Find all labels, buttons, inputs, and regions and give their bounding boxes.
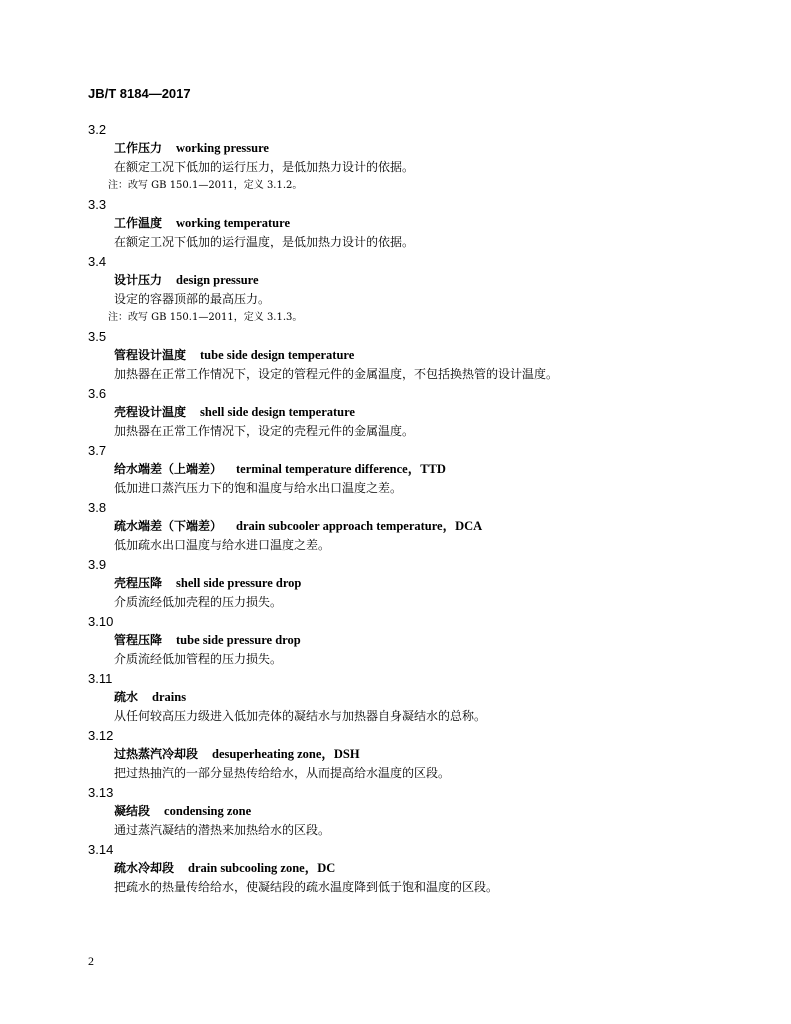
term-en: drains	[152, 690, 187, 704]
term-number: 3.2	[88, 122, 107, 137]
term-en: shell side pressure drop	[176, 576, 302, 590]
term-en: condensing zone	[164, 804, 252, 818]
term-number: 3.13	[88, 785, 114, 800]
term-definition: 低加疏水出口温度与给水进口温度之差。	[114, 538, 331, 552]
term-entry	[88, 195, 728, 252]
term-zh: 设计压力	[114, 273, 163, 287]
term-definition: 加热器在正常工作情况下，设定的管程元件的金属温度，不包括换热管的设计温度。	[114, 367, 559, 381]
term-definition: 在额定工况下低加的运行温度，是低加热力设计的依据。	[114, 235, 415, 249]
term-entry	[88, 120, 728, 195]
term-title	[114, 403, 728, 422]
term-definition: 介质流经低加管程的压力损失。	[114, 652, 283, 666]
term-definition: 加热器在正常工作情况下，设定的壳程元件的金属温度。	[114, 424, 415, 438]
term-en: working pressure	[176, 141, 269, 155]
term-entry	[88, 783, 728, 840]
term-title	[114, 271, 728, 290]
term-note: 注：改写 GB 150.1—2011，定义 3.1.3。	[108, 312, 303, 323]
term-definition: 在额定工况下低加的运行压力，是低加热力设计的依据。	[114, 160, 415, 174]
page-number: 2	[88, 954, 94, 968]
term-entry	[88, 327, 728, 384]
term-zh: 疏水冷却段	[114, 861, 175, 875]
term-title	[114, 517, 728, 536]
term-title	[114, 574, 728, 593]
term-en: shell side design temperature	[200, 405, 355, 419]
term-entry	[88, 498, 728, 555]
term-entry	[88, 726, 728, 783]
term-definition: 低加进口蒸汽压力下的饱和温度与给水出口温度之差。	[114, 481, 403, 495]
term-en: tube side pressure drop	[176, 633, 301, 647]
term-number: 3.7	[88, 443, 107, 458]
term-number: 3.5	[88, 329, 107, 344]
term-en: drain subcooler approach temperature，DCA	[236, 519, 483, 533]
term-zh: 管程压降	[114, 633, 163, 647]
term-en: design pressure	[176, 273, 259, 287]
term-number: 3.4	[88, 254, 107, 269]
term-number: 3.6	[88, 386, 107, 401]
term-entry	[88, 252, 728, 327]
document-id: JB/T 8184—2017	[88, 86, 191, 101]
term-number: 3.14	[88, 842, 114, 857]
term-en: drain subcooling zone，DC	[188, 861, 336, 875]
term-number: 3.10	[88, 614, 114, 629]
term-zh: 给水端差（上端差）	[114, 462, 223, 476]
term-entry	[88, 669, 728, 726]
term-zh: 过热蒸汽冷却段	[114, 747, 199, 761]
term-zh: 疏水	[114, 690, 139, 704]
term-entry	[88, 441, 728, 498]
term-definition: 介质流经低加壳程的压力损失。	[114, 595, 283, 609]
term-number: 3.11	[88, 671, 113, 686]
term-zh: 工作压力	[114, 141, 163, 155]
terms-list	[88, 120, 728, 897]
term-title	[114, 745, 728, 764]
term-title	[114, 139, 728, 158]
term-definition: 通过蒸汽凝结的潜热来加热给水的区段。	[114, 823, 331, 837]
term-title	[114, 688, 728, 707]
term-definition: 把疏水的热量传给给水，使凝结段的疏水温度降到低于饱和温度的区段。	[114, 880, 499, 894]
term-title	[114, 214, 728, 233]
term-entry	[88, 555, 728, 612]
term-definition: 从任何较高压力级进入低加壳体的凝结水与加热器自身凝结水的总称。	[114, 709, 487, 723]
term-entry	[88, 840, 728, 897]
term-zh: 工作温度	[114, 216, 163, 230]
term-definition: 把过热抽汽的一部分显热传给给水，从而提高给水温度的区段。	[114, 766, 451, 780]
term-title	[114, 859, 728, 878]
term-entry	[88, 612, 728, 669]
term-number: 3.8	[88, 500, 107, 515]
term-entry	[88, 384, 728, 441]
term-zh: 壳程设计温度	[114, 405, 187, 419]
term-zh: 壳程压降	[114, 576, 163, 590]
term-title	[114, 631, 728, 650]
term-zh: 凝结段	[114, 804, 151, 818]
term-title	[114, 460, 728, 479]
term-en: desuperheating zone，DSH	[212, 747, 360, 761]
term-title	[114, 802, 728, 821]
term-title	[114, 346, 728, 365]
term-zh: 管程设计温度	[114, 348, 187, 362]
term-number: 3.9	[88, 557, 107, 572]
term-number: 3.12	[88, 728, 114, 743]
term-zh: 疏水端差（下端差）	[114, 519, 223, 533]
term-number: 3.3	[88, 197, 107, 212]
term-en: terminal temperature difference，TTD	[236, 462, 446, 476]
term-en: tube side design temperature	[200, 348, 355, 362]
term-definition: 设定的容器顶部的最高压力。	[114, 292, 271, 306]
term-note: 注：改写 GB 150.1—2011，定义 3.1.2。	[108, 180, 303, 191]
term-en: working temperature	[176, 216, 290, 230]
